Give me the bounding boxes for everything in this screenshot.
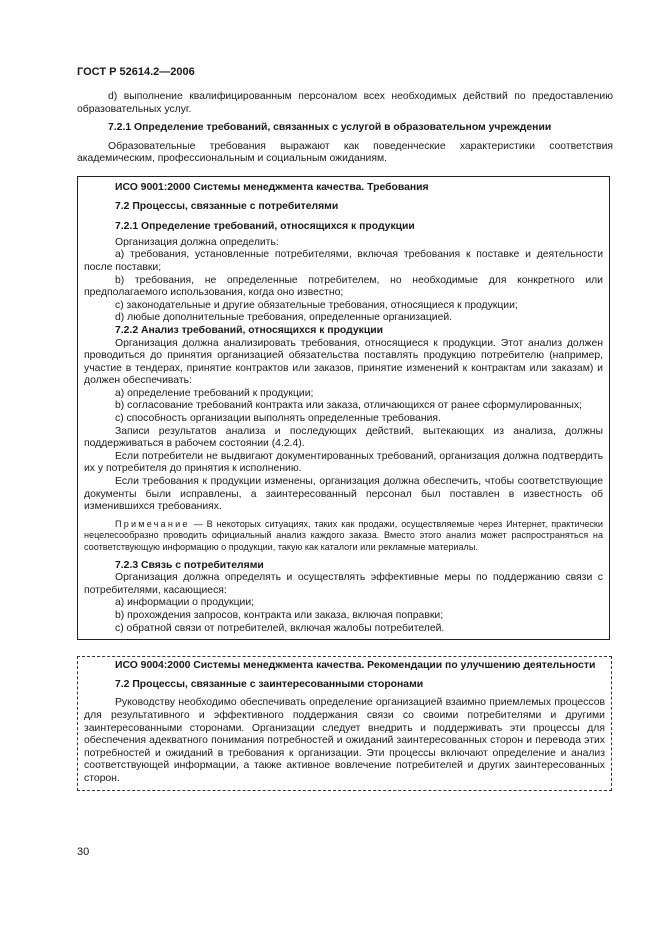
iso9004-quote-box xyxy=(77,656,612,790)
s721-item-b: b) требования, не определенные потребителем, но необходимые для конкретного или предполагаемого использования, когда оно известно; xyxy=(84,274,603,299)
document-header: ГОСТ Р 52614.2—2006 xyxy=(77,66,195,78)
section-721-heading: 7.2.1 Определение требований, связанных с услугой в образовательном учреждении xyxy=(108,122,552,134)
s723-item-b: b) прохождения запросов, контракта или заказа, включая поправки; xyxy=(115,609,444,621)
s722-changes-paragraph: Если требования к продукции изменены, организация должна обеспечить, чтобы соответствующие документы были исправлены, а заинтересованный персонал был поставлен в известность об изменившихся требованиях. xyxy=(84,476,603,513)
iso9001-section-721: 7.2.1 Определение требований, относящихся к продукции xyxy=(115,221,415,233)
s722-item-a: а) определение требований к продукции; xyxy=(115,387,314,399)
s721-item-a: а) требования, установленные потребителями, включая требования к поставке и деятельности после поставки; xyxy=(84,249,603,273)
iso9004-title: ИСО 9004:2000 Системы менеджмента качества. Рекомендации по улучшению деятельности xyxy=(115,660,596,672)
iso9004-paragraph: Руководству необходимо обеспечивать определение организацией взаимно приемлемых процессов для результативного и эффективного поддержания связи со своими потребителями и другими заинтересованными сторонами. Организации следует внедрить и поддерживать эти процессы для обеспечения адекватного понимания потребностей и ожиданий заинтересованных сторон и перевода этих потребностей и ожиданий в требования к организации. Эти процессы включают определение и анализ соответствующей информации, а также активное вовлечение потребителей и других заинтересованных сторон. xyxy=(84,697,605,784)
iso9001-section-722: 7.2.2 Анализ требований, относящихся к продукции xyxy=(115,324,383,336)
page-body xyxy=(77,91,613,791)
page-number: 30 xyxy=(77,846,90,858)
s721-intro: Организация должна определить: xyxy=(115,236,279,248)
s723-intro: Организация должна определять и осуществлять эффективные меры по поддержанию связи с потребителями, касающиеся: xyxy=(84,572,603,596)
iso9004-section-72: 7.2 Процессы, связанные с заинтересованными сторонами xyxy=(115,678,424,690)
iso9001-section-72: 7.2 Процессы, связанные с потребителями xyxy=(115,200,339,212)
iso9001-quote-box xyxy=(77,176,610,640)
s722-records-paragraph: Записи результатов анализа и последующих действий, вытекающих из анализа, должны поддерживаться в рабочем состоянии (4.2.4). xyxy=(84,425,603,450)
intro-paragraph: Образовательные требования выражают как поведенческие характеристики соответствия академическим, профессиональным и социальным ожиданиям. xyxy=(77,140,613,165)
iso9001-title: ИСО 9001:2000 Системы менеджмента качества. Требования xyxy=(115,181,429,193)
intro-item-d: d) выполнение квалифицированным персоналом всех необходимых действий по предоставлению образовательных услуг. xyxy=(77,91,613,115)
note-label: Примечание xyxy=(115,518,190,529)
s723-item-a: а) информации о продукции; xyxy=(115,597,255,609)
s721-item-c: с) законодательные и другие обязательные требования, относящиеся к продукции; xyxy=(115,299,518,311)
note-paragraph xyxy=(84,519,603,554)
note-text: — В некоторых ситуациях, таких как продажи, осуществляемые через Интернет, практически нецелесообразно проводить официальный анализ каждого заказа. Вместо этого анализ может распространяться на соответствующую информацию о продукции, такую как каталоги или рекламные материалы. xyxy=(84,518,603,552)
s722-undocumented-paragraph: Если потребители не выдвигают документированных требований, организация должна подтвердить их у потребителя до принятия к исполнению. xyxy=(84,450,603,475)
s723-item-c: с) обратной связи от потребителей, включая жалобы потребителей. xyxy=(115,622,445,634)
s722-item-c: с) способность организации выполнять определенные требования. xyxy=(115,413,441,425)
s721-item-d: d) любые дополнительные требования, определенные организацией. xyxy=(115,312,453,324)
iso9001-section-723: 7.2.3 Связь с потребителями xyxy=(115,559,264,571)
s722-intro: Организация должна анализировать требования, относящиеся к продукции. Этот анализ должен проводиться до принятия организацией обязательства поставлять продукцию потребителю (например, участие в тендерах, принятие контрактов или заказов, принятие изменений к контрактам или заказам) и должен обеспечивать: xyxy=(84,337,603,387)
s722-item-b: b) согласование требований контракта или заказа, отличающихся от ранее сформулированных; xyxy=(115,400,582,412)
